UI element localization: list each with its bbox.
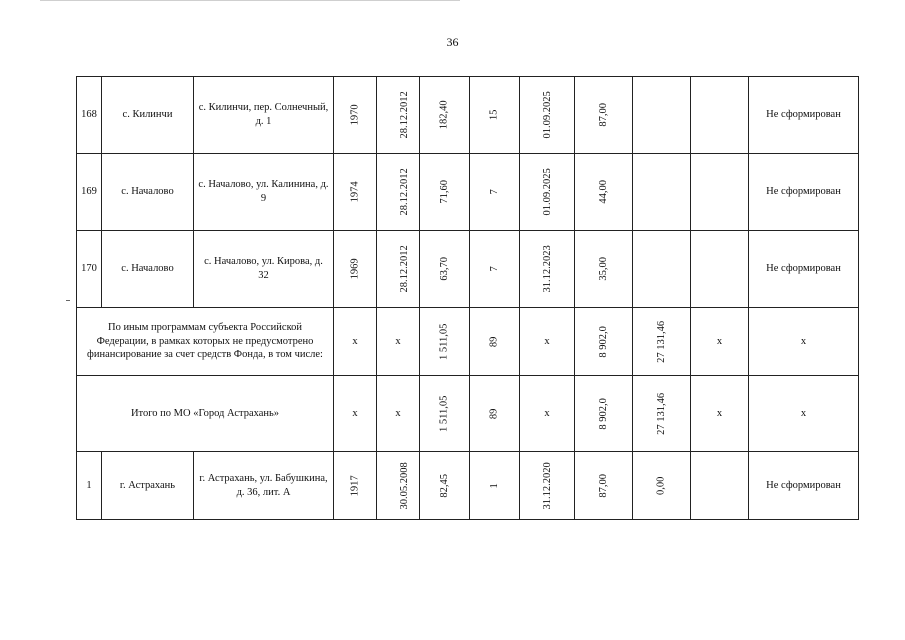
- residents-cell: 1: [470, 452, 520, 520]
- recognized-date-cell: 28.12.2012: [377, 154, 420, 231]
- residents-cell: 89: [470, 308, 520, 376]
- recognized-date-cell: 28.12.2012: [377, 77, 420, 154]
- planned-date-cell: 01.09.2025: [520, 77, 575, 154]
- cost-cell: [633, 154, 691, 231]
- scan-artifact-mark: [66, 300, 70, 301]
- settlement-cell: с. Началово: [102, 154, 194, 231]
- table-row: [77, 154, 859, 231]
- status-cell: Не сформирован: [749, 154, 859, 231]
- table-row: [77, 231, 859, 308]
- extra-cell: [691, 154, 749, 231]
- planned-date-cell: 01.09.2025: [520, 154, 575, 231]
- page-number: 36: [446, 35, 459, 49]
- status-cell: х: [749, 308, 859, 376]
- extra-cell: [691, 452, 749, 520]
- year-cell: х: [334, 376, 377, 452]
- cost-cell: [633, 231, 691, 308]
- residents-cell: 7: [470, 231, 520, 308]
- address-cell: с. Началово, ул. Кирова, д. 32: [194, 231, 334, 308]
- total-row: [77, 376, 859, 452]
- status-cell: Не сформирован: [749, 452, 859, 520]
- settlement-cell: с. Килинчи: [102, 77, 194, 154]
- row-number: 169: [77, 154, 102, 231]
- wear-cell: 44,00: [575, 154, 633, 231]
- scan-artifact-line: [40, 0, 460, 1]
- area-cell: 182,40: [420, 77, 470, 154]
- extra-cell: [691, 231, 749, 308]
- recognized-date-cell: х: [377, 308, 420, 376]
- extra-cell: [691, 77, 749, 154]
- settlement-cell: с. Началово: [102, 231, 194, 308]
- housing-register-table: [76, 76, 859, 520]
- area-cell: 71,60: [420, 154, 470, 231]
- wear-cell: 87,00: [575, 452, 633, 520]
- row-number: 170: [77, 231, 102, 308]
- residents-cell: 7: [470, 154, 520, 231]
- total-label: Итого по МО «Город Астрахань»: [77, 376, 334, 452]
- residents-cell: 89: [470, 376, 520, 452]
- address-cell: с. Началово, ул. Калинина, д. 9: [194, 154, 334, 231]
- residents-cell: 15: [470, 77, 520, 154]
- planned-date-cell: 31.12.2023: [520, 231, 575, 308]
- planned-date-cell: х: [520, 376, 575, 452]
- cost-cell: 0,00: [633, 452, 691, 520]
- status-cell: Не сформирован: [749, 77, 859, 154]
- year-cell: 1969: [334, 231, 377, 308]
- extra-cell: х: [691, 376, 749, 452]
- year-cell: 1970: [334, 77, 377, 154]
- area-cell: 63,70: [420, 231, 470, 308]
- address-cell: с. Килинчи, пер. Солнечный, д. 1: [194, 77, 334, 154]
- settlement-cell: г. Астрахань: [102, 452, 194, 520]
- summary-label: По иным программам субъекта Российской Федерации, в рамках которых не предусмотрено финансирование за счет средств Фонда, в том числе:: [77, 308, 334, 376]
- year-cell: х: [334, 308, 377, 376]
- planned-date-cell: 31.12.2020: [520, 452, 575, 520]
- table-row: [77, 77, 859, 154]
- wear-cell: 35,00: [575, 231, 633, 308]
- year-cell: 1917: [334, 452, 377, 520]
- recognized-date-cell: 30.05.2008: [377, 452, 420, 520]
- area-cell: 82,45: [420, 452, 470, 520]
- recognized-date-cell: х: [377, 376, 420, 452]
- wear-cell: 8 902,0: [575, 308, 633, 376]
- wear-cell: 87,00: [575, 77, 633, 154]
- address-cell: г. Астрахань, ул. Бабушкина, д. 36, лит. А: [194, 452, 334, 520]
- cost-cell: 27 131,46: [633, 376, 691, 452]
- wear-cell: 8 902,0: [575, 376, 633, 452]
- table-row: [77, 452, 859, 520]
- row-number: 168: [77, 77, 102, 154]
- status-cell: Не сформирован: [749, 231, 859, 308]
- cost-cell: 27 131,46: [633, 308, 691, 376]
- status-cell: х: [749, 376, 859, 452]
- row-number: 1: [77, 452, 102, 520]
- area-cell: 1 511,05: [420, 308, 470, 376]
- summary-row: [77, 308, 859, 376]
- area-cell: 1 511,05: [420, 376, 470, 452]
- recognized-date-cell: 28.12.2012: [377, 231, 420, 308]
- extra-cell: х: [691, 308, 749, 376]
- year-cell: 1974: [334, 154, 377, 231]
- cost-cell: [633, 77, 691, 154]
- planned-date-cell: х: [520, 308, 575, 376]
